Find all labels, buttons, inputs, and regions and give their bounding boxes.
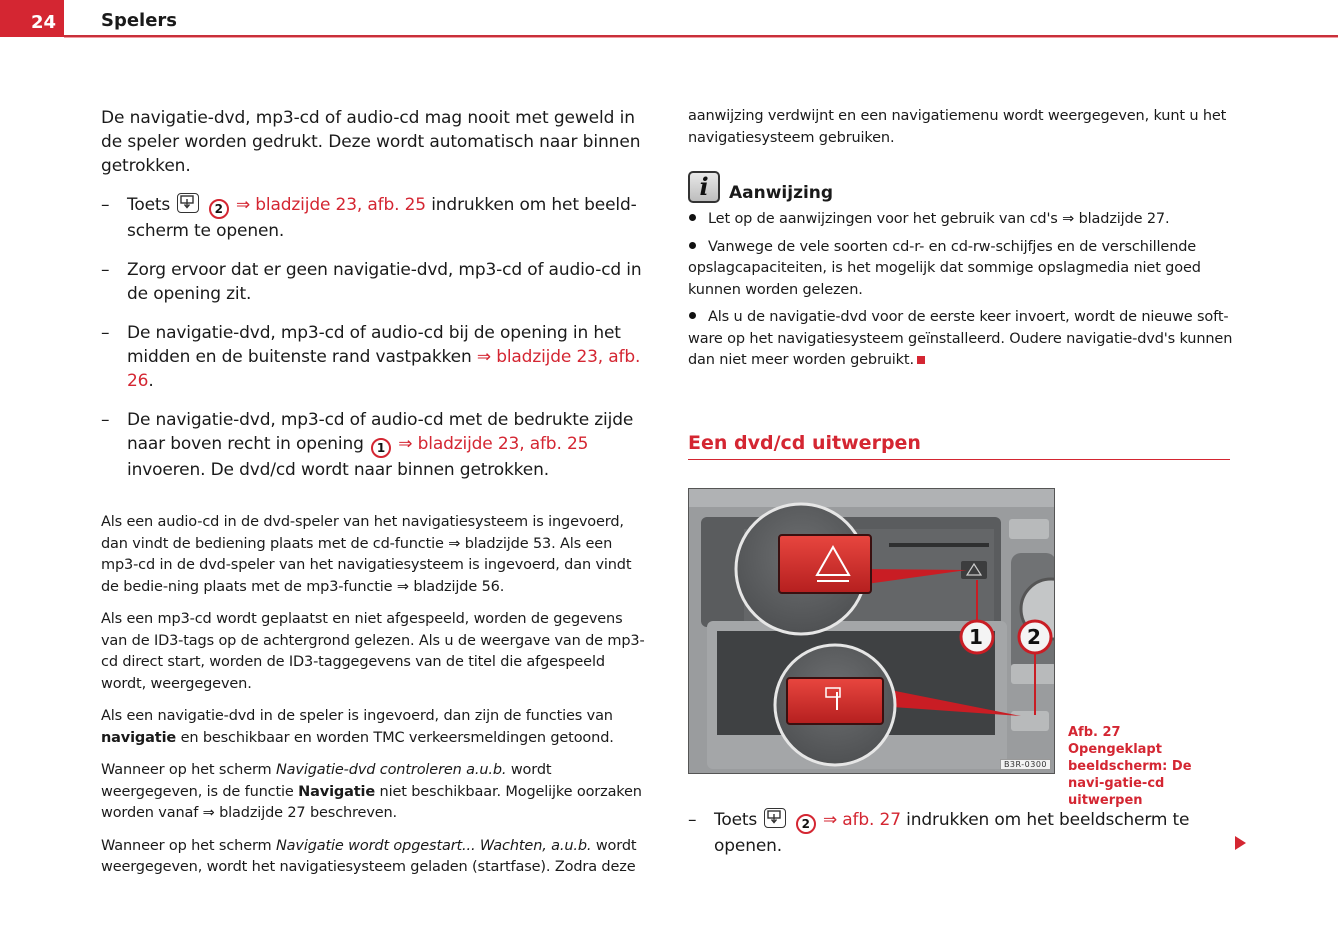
note-bullet: Let op de aanwijzingen voor het gebruik van cd's ⇒ bladzijde 27. <box>688 209 1233 231</box>
head-unit-illustration <box>689 489 1055 774</box>
continuation-paragraph: aanwijzing verdwijnt en een navigatiemenu wordt weergegeven, kunt u het navigatiesysteem gebruiken. <box>688 108 1227 146</box>
note-bullet: Vanwege de vele soorten cd-r- en cd-rw-schijfjes en de verschillende opslagcapaciteiten, is het mogelijk dat sommige opslagmedia niet goed kunnen worden gelezen. <box>688 238 1201 298</box>
screen-open-button-icon <box>764 808 786 828</box>
step-item: – Zorg ervoor dat er geen navigatie-dvd, mp3-cd of audio-cd in de opening zit. <box>101 260 642 304</box>
figure-eject-illustration <box>688 488 1055 774</box>
callout-1-badge: 1 <box>371 438 391 458</box>
body-paragraph: Als een navigatie-dvd in de speler is ingevoerd, dan zijn de functies van navigatie en beschikbaar en worden TMC verkeersmeldingen getoond. <box>101 708 614 746</box>
intro-paragraph: De navigatie-dvd, mp3-cd of audio-cd mag nooit met geweld in de speler worden gedrukt. Deze wordt automatisch naar binnen getrokken. <box>101 108 641 176</box>
screen-message: Navigatie wordt opgestart... Wachten, a.u.b. <box>275 837 592 854</box>
page-link[interactable]: ⇒ bladzijde 23, afb. 26 <box>127 347 641 391</box>
body-paragraph: Als een mp3-cd wordt geplaatst en niet afgespeeld, worden de gegevens van de ID3-tags op de achtergrond gelezen. Als u de weergave van de mp3-cd direct start, worden de ID3-taggegevens van de titel die afgespeeld wordt, weergegeven. <box>101 611 645 692</box>
bullet-icon <box>689 312 696 319</box>
note-header <box>688 171 1233 203</box>
next-page-arrow-icon[interactable] <box>1235 836 1246 850</box>
chapter-title: Spelers <box>101 10 178 31</box>
section-title: Een dvd/cd uitwerpen <box>688 432 921 454</box>
bold-term: Navigatie <box>298 783 376 800</box>
page-link[interactable]: ⇒ bladzijde 23, afb. 25 <box>398 434 589 454</box>
step-item: – De navigatie-dvd, mp3-cd of audio-cd bij de opening in het midden en de buitenste rand vastpakken ⇒ bladzijde 23, afb. 26. <box>101 323 641 391</box>
header-rule-shadow <box>64 37 1338 38</box>
info-icon: i <box>688 171 720 203</box>
body-paragraph: Als een audio-cd in de dvd-speler van het navigatiesysteem is ingevoerd, dan vindt de bediening plaats met de cd-functie ⇒ bladzijde 53. Als een mp3-cd in de dvd-speler van het navigatiesysteem is ingevoerd, dan vindt de bedie-ning plaats met de mp3-functie ⇒ bladzijde 56. <box>101 514 632 595</box>
page-header <box>0 0 1338 38</box>
figure-code: B3R-0300 <box>1000 759 1051 770</box>
body-paragraph: Wanneer op het scherm Navigatie wordt opgestart... Wachten, a.u.b. wordt weergegeven, wordt het navigatiesysteem geladen (startfase). Zodra deze <box>101 837 637 875</box>
end-of-section-icon <box>917 356 925 364</box>
figure-caption-text: Opengeklapt beeldscherm: De navi-gatie-cd uitwerpen <box>1068 742 1192 808</box>
screen-message: Navigatie-dvd controleren a.u.b. <box>275 762 507 778</box>
step-item: – Toets 2 ⇒ bladzijde 23, afb. 25 indrukken om het beeld-scherm te openen. <box>101 195 637 241</box>
page-link[interactable]: ⇒ bladzijde 23, afb. 25 <box>235 195 426 215</box>
figure-number: Afb. 27 <box>1068 725 1121 740</box>
page-number: 24 <box>0 0 64 37</box>
callout-1-label: 1 <box>969 625 983 649</box>
note-bullet: Als u de navigatie-dvd voor de eerste keer invoert, wordt de nieuwe soft-ware op het navigatiesysteem geïnstalleerd. Oudere navigatie-dvd's kunnen dan niet meer worden gebruikt. <box>688 309 1233 368</box>
callout-2-badge: 2 <box>209 199 229 219</box>
step-item: – De navigatie-dvd, mp3-cd of audio-cd met de bedrukte zijde naar boven recht in opening 1 ⇒ bladzijde 23, afb. 25 invoeren. De dvd/cd wordt naar binnen getrokken. <box>101 410 634 480</box>
bold-term: navigatie <box>101 729 177 746</box>
screen-open-button-icon <box>177 193 199 213</box>
step-item: – Toets 2 ⇒ afb. 27 indrukken om het beeldscherm te openen. <box>688 810 1190 856</box>
bullet-icon <box>689 242 696 249</box>
left-column <box>101 106 646 890</box>
body-paragraph: Wanneer op het scherm Navigatie-dvd controleren a.u.b. wordt weergegeven, is de functie Navigatie niet beschikbaar. Mogelijke oorzaken worden vanaf ⇒ bladzijde 27 beschreven. <box>101 762 642 821</box>
note-title: Aanwijzing <box>729 183 834 203</box>
bullet-icon <box>689 214 696 221</box>
right-column <box>688 106 1233 378</box>
figure-caption <box>1068 724 1228 809</box>
callout-2-label: 2 <box>1027 625 1041 649</box>
figure-link[interactable]: ⇒ afb. 27 <box>822 810 901 830</box>
callout-2-badge: 2 <box>796 814 816 834</box>
section-rule <box>688 459 1230 460</box>
